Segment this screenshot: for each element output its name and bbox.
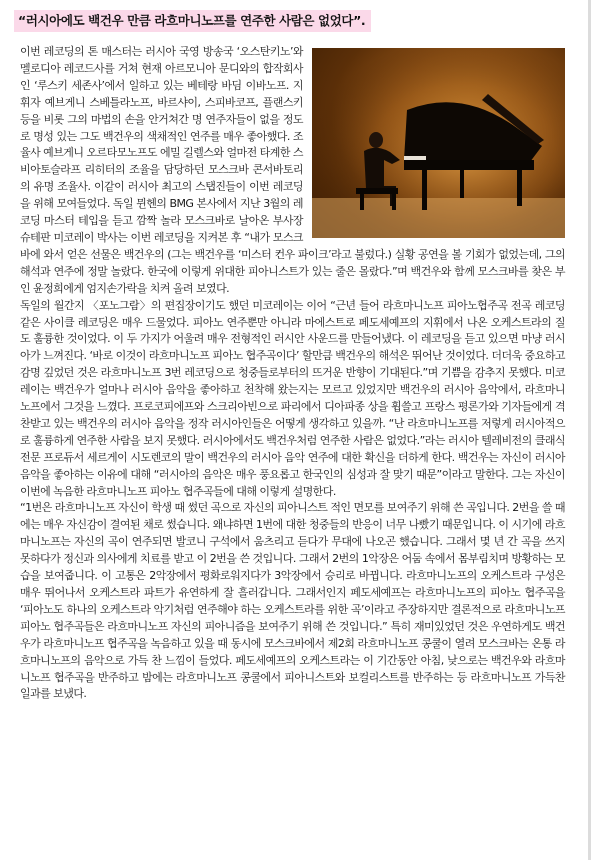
article-paragraph-1: 이번 레코딩의 톤 매스터는 러시아 국영 방송국 ‘오스탄키노’와 멜로디아 레코드사를 거쳐 현재 아르모니아 문디와의 합작회사인 ‘루스키 세존사’에서 일하고 있는 베테랑 바딤 이바노프. 지휘자 예브게니 스베틀라노프, 바르샤이, 스피바코프, 플랜스키 등을 비롯 그의 마법의 손을 안거쳐간 명 연주자들이 없을 정도로 명성 있는 그도 백건우의 색채적인 연주를 매우 좋아했다. 조율사 예브게니 오르타모노프도 에밀 길렐스와 얼마전 타계한 스비아토슬라프 리히터의 조율을 담당하던 모스크바 콘서바토리의 유명 조율사. 이같이 러시아 최고의 스탭진들이 이번 레코딩을 위해 모여들었다. 독일 뮌헨의 BMG 본사에서 지난 3월의 레코딩 마스터 테입을 듣고 깜짝 놀라 모스크바로 날아온 부사장 슈테판 미코레이 박사는 이번 레코딩을 지켜본 후 “내가 모스크바에 와서 얻은 선물은 백건우의 (그는 백건우를 ‘미스터 컨우 파이크’라고 불렀다.) 실황 공연을 볼 기회가 없었는데, 그의 해석과 연주에 정말 놀랐다. 한국에 이렇게 위대한 피아니스트가 있는 줄은 몰랐다.”며 백건우와 함께 모스크바를 찾은 부인 윤정희에게 엄지손가락을 치켜 올려 보였다. <box>20 45 565 295</box>
pianist-on-stage-photo <box>312 48 565 238</box>
article-body <box>20 44 565 703</box>
pianist-photo-graphic <box>312 48 565 238</box>
headline-quote: “러시아에도 백건우 만큼 라흐마니노프를 연주한 사람은 없었다”. <box>14 10 371 32</box>
article-paragraph-2: 독일의 월간지 〈포노그람〉의 편집장이기도 했던 미코레이는 이어 “근년 들어 라흐마니노프 피아노협주곡 전곡 레코딩 같은 사이클 레코딩은 매우 드물었다. 피아노 연주뿐만 아니라 마에스트로 페도세예프의 지휘에서 나온 오케스트라의 질도 훌륭한 것이었다. 이 두 가지가 어울려 매우 전형적인 러시안 사운드를 만들어냈다. 이 레코딩을 듣고 있으면 마냥 러시아가 느껴진다. ‘바로 이것이 라흐마니노프 피아노 협주곡이다’ 할만큼 백건우의 해석은 뛰어난 것이었다. 더더욱 중요하고 감명 깊었던 것은 라흐마니노프 3번 레코딩으로 청중들로부터의 뜨거운 반향이 기대된다.”며 기쁨을 감추지 못했다. 미코레이는 백건우가 얼마나 러시아 음악을 좋아하고 천착해 왔는지는 모르고 있었지만 백건우의 러시아 음악에서, 라흐마니노프에서 그것을 느꼈다. 프로코피에프와 스크리아빈으로 파리에서 디아파종 상을 휩쓸고 프랑스 평론가와 기자들에게 격찬받고 있는 백건우의 러시아 음악을 정작 러시아인들은 어떻게 생각하고 있을까. “난 라흐마니노프를 저렇게 러시아적으로 훌륭하게 연주한 사람을 보지 못했다. 러시아에서도 백건우처럼 연주한 사람은 없었다.”라는 러시아 텔레비전의 클래식 전문 프로듀서 세르게이 시도렌코의 말이 백건우의 러시아 음악 연주에 대한 확신을 더하게 한다. 백건우는 자신이 러시아 음악을 좋아하는 이유에 대해 “러시아의 음악은 매우 풍요롭고 한국인의 심성과 잘 맞기 때문”이라고 말한다. 그는 자신이 이번에 녹음한 라흐마니노프 피아노 협주곡들에 대해 이렇게 설명한다. <box>20 298 565 498</box>
article-paragraph-3: “1번은 라흐마니노프 자신이 학생 때 썼던 곡으로 자신의 피아니스트 적인 면모를 보여주기 위해 쓴 곡입니다. 2번을 쓸 때에는 매우 자신감이 결여된 채로 썼습니다. 왜냐하면 1번에 대한 청중들의 반응이 너무 나빴기 때문입니다. 이 시기에 라흐마니노프는 자신의 곡이 연주되면 발코니 구석에서 움츠리고 듣다가 무대에 나오곤 했습니다. 그래서 몇 년 간 곡을 쓰지 못하다가 정신과 의사에게 치료를 받고 이 2번을 쓴 것입니다. 그래서 2번의 1악장은 어둠 속에서 몸부림치며 방황하는 모습을 보여줍니다. 이 고통은 2악장에서 평화로워지다가 3악장에서 승리로 바뀝니다. 라흐마니노프의 오케스트라 구성은 매우 뛰어나서 오케스트라 파트가 유연하게 잘 흘러갑니다. 그래서인지 페도세예프는 라흐마니노프의 피아노 협주곡을 ‘피아노도 하나의 오케스트라 악기처럼 연주해야 하는 오케스트라를 위한 곡’이라고 주장하지만 결론적으로 라흐마니노프 피아노 협주곡들은 라흐마니노프 자신의 피아니즘을 보여주기 위해 쓴 것입니다.” 특히 재미있었던 것은 우연하게도 백건우가 라흐마니노프 협주곡을 녹음하고 있을 때 동시에 모스크바에서 제2회 라흐마니노프 콩쿨이 열려 모스크바는 온통 라흐마니노프의 음악으로 가득 찬 느낌이 들었다. 페도세예프의 오케스트라는 이 기간동안 아침, 낮으로는 백건우와 라흐마니노프 협주곡을 반주하고 밤에는 라흐마니노프 콩쿨에서 피아니스트와 보컬리스트를 반주하는 등 라흐마니노프 가득찬 일과를 보냈다. <box>20 501 565 701</box>
